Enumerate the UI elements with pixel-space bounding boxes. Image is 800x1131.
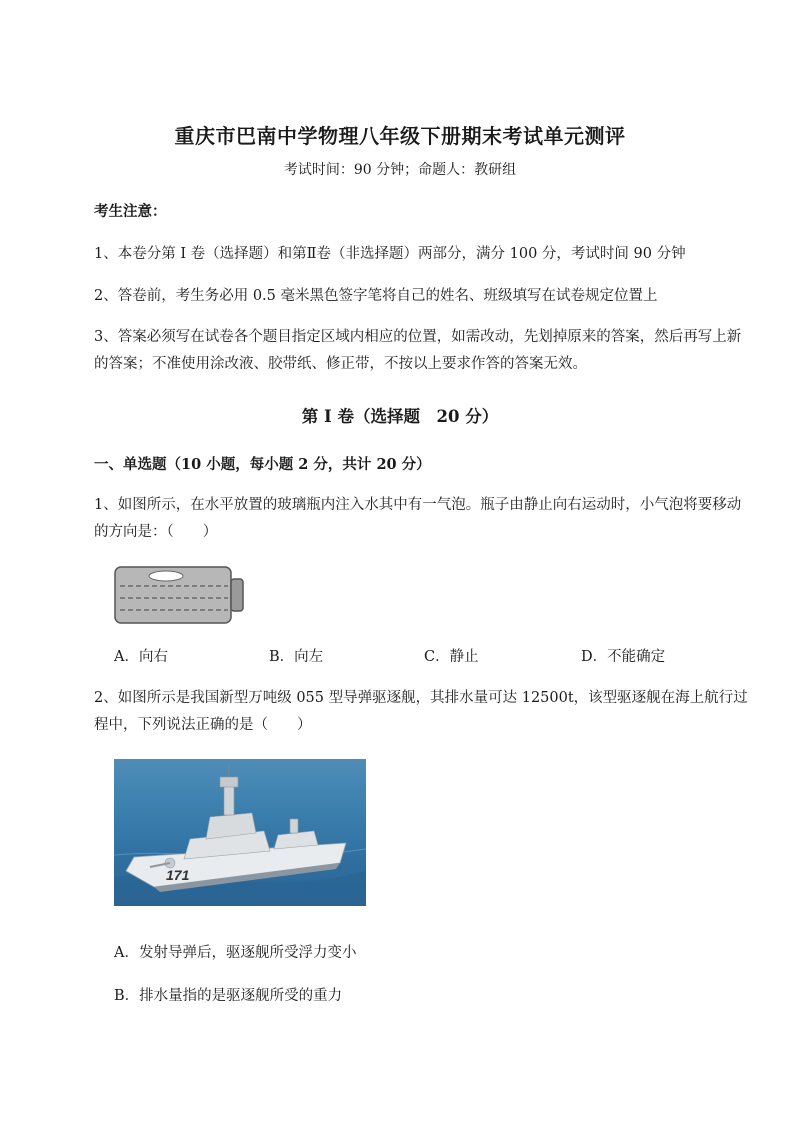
q2-option-b[interactable]: B．排水量指的是驱逐舰所受的重力 [114,988,343,1004]
q1-option-b[interactable]: B．向左 [269,649,324,665]
exam-info: 考试时间：90 分钟；命题人：教研组 [283,162,517,178]
bottle-figure [114,566,244,624]
question-1-stem: 1、如图所示，在水平放置的玻璃瓶内注入水其中有一气泡。瓶子由静止向右运动时，小气泡将要移动的方向是：（ ） [94,497,742,540]
bottle-cap [231,579,243,611]
section-title: 第 I 卷（选择题 20 分） [301,407,499,426]
question-2-stem: 2、如图所示是我国新型万吨级 055 型导弹驱逐舰，其排水量可达 12500t，该型驱逐舰在海上航行过程中，下列说法正确的是（ ） [94,690,748,733]
air-bubble [149,571,183,581]
destroyer-photo [114,759,366,906]
hull-number: 171 [166,867,190,883]
destroyer-illustration [114,759,366,906]
notice-item-3: 3、答案必须写在试卷各个题目指定区域内相应的位置，如需改动，先划掉原来的答案，然后再写上新的答案；不准使用涂改液、胶带纸、修正带，不按以上要求作答的答案无效。 [94,329,742,372]
notice-item-2: 2、答卷前，考生务必用 0.5 毫米黑色签字笔将自己的姓名、班级填写在试卷规定位置上 [94,288,658,304]
q1-option-c[interactable]: C．静止 [424,649,479,665]
notice-item-1: 1、本卷分第 I 卷（选择题）和第Ⅱ卷（非选择题）两部分，满分 100 分，考试时间 90 分钟 [94,246,686,262]
q2-option-a[interactable]: A．发射导弹后，驱逐舰所受浮力变小 [114,945,357,961]
q1-option-a[interactable]: A．向右 [114,649,168,665]
notice-heading: 考生注意： [94,203,167,220]
page-title: 重庆市巴南中学物理八年级下册期末考试单元测评 [174,124,626,148]
part-heading: 一、单选题（10 小题，每小题 2 分，共计 20 分） [94,456,431,473]
q1-option-d[interactable]: D．不能确定 [581,649,666,665]
